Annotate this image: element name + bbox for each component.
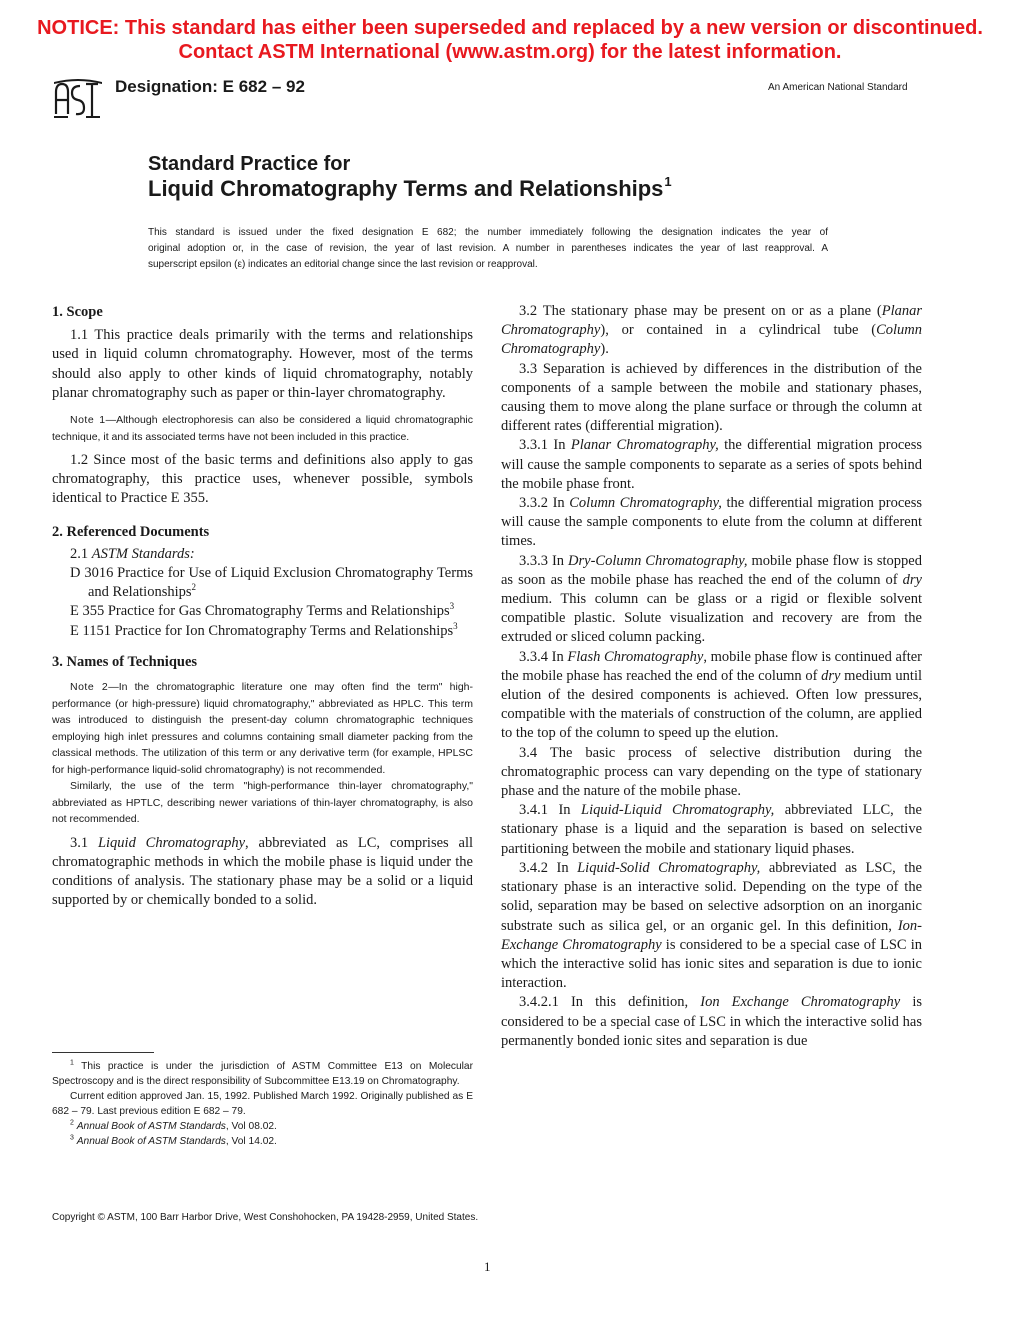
footnote-text: This practice is under the jurisdiction of ASTM Committee E13 on Molecular Spectroscopy and is the direct responsibility of Subcommittee E13.19 on Chromatography.: [52, 1061, 473, 1087]
paragraph-number: 3.4.1 In: [519, 802, 582, 819]
footnote-1: [52, 1059, 473, 1089]
section-heading-referenced-documents: 2. Referenced Documents: [52, 523, 210, 540]
paragraph-3-4: 3.4 The basic process of selective distribution during the chromatographic process can vary depending on the type of stationary phase and the nature of the mobile phase.: [501, 744, 922, 800]
paragraph-3-3: 3.3 Separation is achieved by differences in the distribution of the components of a sample between the mobile and stationary phases, causing them to move along the plane surface or through the column at different rates (differential migration).: [501, 360, 922, 435]
paragraph-text: abbreviated as LSC, the stationary phase is an interactive solid. Depending on the type of the solid, separation may be based on selective adsorption on an inorganic substrate such as silica gel, or an organic gel. In this definition,: [501, 859, 922, 934]
paragraph-text: medium until elution of the desired components is achieved. Often low pressures, compatible with the materials of construction of the column, are applied to the top of the column to speed up the elution.: [501, 667, 922, 742]
copyright-notice: Copyright © ASTM, 100 Barr Harbor Drive, West Conshohocken, PA 19428-2959, United States.: [52, 1212, 479, 1223]
paragraph-text: ).: [600, 341, 609, 358]
note-1: [52, 412, 473, 445]
reference-text: E 355 Practice for Gas Chromatography Terms and Relationships: [70, 603, 450, 620]
term: Planar Chromatography: [501, 303, 922, 339]
notice-line-1: NOTICE: This standard has either been superseded and replaced by a new version or discontinued.: [37, 17, 983, 39]
term: Dry-Column Chromatography,: [568, 552, 748, 569]
paragraph-text: medium. This column can be glass or a rigid or flexible solvent compatible plastic. Solute visualization and recovery are from the extruded or sliced column packing.: [501, 591, 922, 646]
footnote-mark: 3: [70, 1134, 74, 1142]
paragraph-text: is considered to be a special case of LSC in which the interactive solid has ionic sites and separation is due to ionic interaction.: [501, 936, 922, 992]
paragraph-3-2: [501, 302, 922, 360]
footnote-1-edition: Current edition approved Jan. 15, 1992. Published March 1992. Originally published as E 682 – 79. Last previous edition E 682 – 79.: [52, 1091, 473, 1117]
issuance-line: This standard is issued under the fixed designation E 682; the number immediately following the designation indicates the year of: [148, 227, 828, 238]
paragraph-number: 3.3.3 In: [519, 552, 569, 569]
term: Flash Chromatography: [567, 648, 704, 665]
footnote-3: [52, 1134, 473, 1149]
term: Liquid Chromatography: [97, 834, 246, 851]
paragraph-text: the differential migration process will cause the sample components to separate as a series of spots behind the mobile phase front.: [501, 437, 922, 492]
reference-e1151: [52, 622, 473, 641]
note-2: [52, 679, 473, 778]
section-heading-scope: 1. Scope: [52, 304, 103, 320]
paragraph-text: abbreviated LLC, the stationary phase is a liquid and the separation is based on selective partitioning between the mobile and stationary liquid phases.: [501, 802, 922, 857]
footnote-text: , Vol 14.02.: [225, 1136, 277, 1147]
paragraph-text: , mobile phase flow is continued after the mobile phase has reached the end of the column of: [501, 648, 923, 684]
term: Liquid-Solid Chromatography,: [577, 859, 761, 876]
title-line-1: Standard Practice for: [148, 153, 351, 175]
title-footnote-mark: 1: [664, 174, 672, 189]
paragraph-text: , abbreviated as LC, comprises all chromatographic methods in which the mobile phase is liquid under the conditions of analysis. The stationary phase may be a solid or a liquid supported by or chemically bonded to a solid.: [52, 834, 474, 909]
paragraph-3-1: [52, 834, 473, 911]
paragraph-number: 3.1: [70, 834, 98, 851]
paragraph-number: 3.3.1 In: [519, 437, 571, 454]
footnote-divider: [52, 1052, 154, 1053]
term: dry: [902, 571, 922, 588]
term: Liquid-Liquid Chromatography,: [581, 802, 775, 819]
footnotes: [52, 1059, 473, 1149]
footnote-mark: 2: [191, 582, 197, 593]
paragraph-3-4-2: [501, 859, 922, 993]
right-column: [501, 302, 922, 1051]
footnote-mark: 2: [70, 1119, 74, 1127]
reference-text: E 1151 Practice for Ion Chromatography Terms and Relationships: [70, 622, 454, 639]
issuance-line: original adoption or, in the case of revision, the year of last revision. A number in parentheses indicates the year of last reapproval. A: [148, 243, 828, 254]
reference-d3016: [52, 564, 473, 602]
designation: Designation: E 682 – 92: [115, 77, 305, 96]
paragraph-text: is considered to be a special case of LSC in which the interactive solid has permanently bonded ionic sites and separation is due: [501, 994, 922, 1049]
national-standard-label: An American National Standard: [768, 82, 908, 93]
paragraph-text: 3.2 The stationary phase may be present on or as a plane (: [519, 303, 882, 319]
reference-e355: [52, 602, 473, 621]
footnote-text: , Vol 08.02.: [225, 1121, 277, 1132]
page-title: [148, 176, 672, 202]
paragraph-number: 3.4.2 In: [519, 859, 578, 876]
term: Ion Exchange Chromatography: [700, 994, 901, 1011]
paragraph-number: 2.1: [70, 545, 92, 562]
footnote-source: Annual Book of ASTM Standards: [76, 1136, 226, 1147]
reference-text: D 3016 Practice for Use of Liquid Exclusion Chromatography Terms and Relationships: [70, 565, 473, 601]
term: dry: [821, 667, 841, 684]
astm-logo-icon: [52, 78, 104, 120]
paragraph-3-3-4: [501, 648, 922, 744]
term: Ion-Exchange Chromatography: [501, 917, 922, 953]
term: Column Chromatography: [501, 322, 922, 358]
term: Planar Chromatography,: [570, 437, 719, 454]
footnote-mark: 1: [70, 1059, 74, 1067]
paragraph-number: 3.4.2.1 In this definition,: [519, 994, 701, 1011]
footnote-source: Annual Book of ASTM Standards: [76, 1121, 226, 1132]
term: Column Chromatography,: [569, 495, 722, 512]
issuance-line: superscript epsilon (ε) indicates an editorial change since the last revision or reapproval.: [148, 259, 538, 270]
paragraph-number: 3.3.2 In: [519, 495, 570, 512]
footnote-mark: 3: [453, 620, 458, 631]
footnote-2: [52, 1119, 473, 1134]
paragraph-text: ), or contained in a cylindrical tube (: [600, 322, 877, 339]
paragraph-1-1: 1.1 This practice deals primarily with the terms and relationships used in liquid column chromatography. However, most of the terms should also apply to other kinds of liquid chromatography, notably planar chromatography such as paper or thin-layer chromatography.: [52, 327, 473, 401]
paragraph-3-4-2-1: [501, 993, 922, 1051]
footnote-mark: 3: [449, 601, 455, 612]
note-label: Note 2: [70, 681, 109, 694]
paragraph-3-3-1: [501, 436, 922, 494]
paragraph-text: the differential migration process will cause the sample components to elute from the column at different times.: [501, 495, 922, 550]
paragraph-3-3-2: [501, 494, 922, 552]
paragraph-3-3-3: [501, 552, 922, 648]
page-number: 1: [484, 1259, 491, 1274]
note-text: —In the chromatographic literature one may often find the term" high-performance (or high-pressure) liquid chromatography," abbreviated as HPLC. This term was introduced to distinguish the present-day column chromatographic techniques employing high inlet pressures and columns containing small diameter packing from the classical methods. The utilization of this term or any derivative term (for example, HPLSC for high-performance liquid-solid chromatography) is not recommended.: [52, 681, 473, 776]
notice-line-2: Contact ASTM International (www.astm.org) for the latest information.: [178, 41, 842, 63]
section-heading-names-of-techniques: 3. Names of Techniques: [52, 653, 198, 670]
paragraph-3-4-1: [501, 801, 922, 859]
paragraph-2-1: [52, 545, 473, 564]
left-column: [52, 302, 473, 910]
title-text: Liquid Chromatography Terms and Relationships: [148, 176, 664, 201]
paragraph-number: 3.3.4 In: [519, 648, 568, 665]
paragraph-1-2: 1.2 Since most of the basic terms and definitions also apply to gas chromatography, this practice uses, whenever possible, symbols identical to Practice E 355.: [52, 452, 473, 507]
note-text: —Although electrophoresis can also be considered a liquid chromatographic technique, it and its associated terms have not been included in this practice.: [52, 414, 473, 443]
note-2-continued: Similarly, the use of the term "high-performance thin-layer chromatography," abbreviated as HPTLC, describing newer variations of thin-layer chromatography, is also not recommended.: [52, 780, 473, 826]
issuance-statement: [148, 225, 828, 273]
paragraph-text: mobile phase flow is stopped as soon as the mobile phase has reached the end of the column of: [501, 552, 922, 588]
note-label: Note 1: [70, 414, 106, 427]
astm-standards-label: ASTM Standards:: [91, 545, 195, 562]
